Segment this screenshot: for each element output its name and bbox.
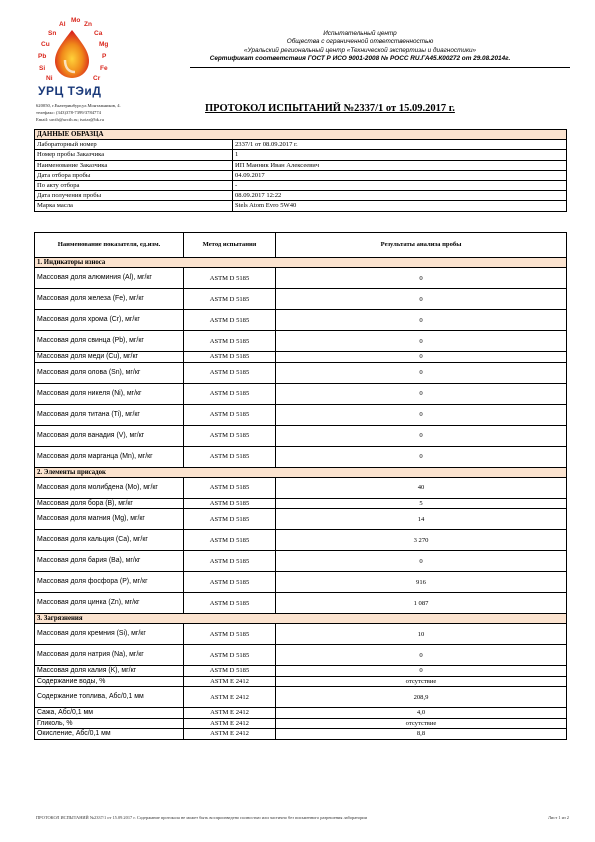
logo-text: УРЦ ТЭиД	[38, 84, 102, 98]
test-method: ASTM D 5185	[184, 446, 276, 467]
test-method: ASTM D 5185	[184, 593, 276, 614]
result-row	[35, 289, 567, 310]
sample-key: Марка масла	[35, 201, 233, 211]
result-value: 0	[276, 383, 567, 404]
result-value: 4,0	[276, 708, 567, 719]
result-row	[35, 666, 567, 677]
result-row	[35, 676, 567, 687]
indicator-name: Массовая доля фосфора (P), мг/кг	[35, 572, 184, 593]
test-method: ASTM E 2412	[184, 708, 276, 719]
result-value: 0	[276, 666, 567, 677]
sample-row	[35, 180, 567, 190]
result-row	[35, 708, 567, 719]
section-title: 1. Индикаторы износа	[35, 258, 567, 268]
svg-text:Mo: Mo	[71, 17, 81, 24]
phone: телефакс: (343)378-7399/3784774	[36, 110, 101, 116]
svg-text:P: P	[102, 53, 107, 60]
sample-row	[35, 140, 567, 150]
col-result-header: Результаты анализа пробы	[276, 233, 567, 258]
result-value: 0	[276, 268, 567, 289]
protocol-title: ПРОТОКОЛ ИСПЫТАНИЙ №2337/1 от 15.09.2017 г.	[205, 103, 455, 114]
sample-key: Лабораторный номер	[35, 140, 233, 150]
sample-key: Номер пробы Заказчика	[35, 150, 233, 160]
result-row	[35, 352, 567, 363]
indicator-name: Массовая доля меди (Cu), мг/кг	[35, 352, 184, 363]
sample-key: Дата получения пробы	[35, 191, 233, 201]
indicator-name: Массовая доля кремния (Si), мг/кг	[35, 624, 184, 645]
sample-data-table	[34, 129, 567, 212]
indicator-name: Массовая доля магния (Mg), мг/кг	[35, 509, 184, 530]
result-value: 0	[276, 645, 567, 666]
sample-heading-row	[35, 130, 567, 140]
test-method: ASTM E 2412	[184, 687, 276, 708]
result-row	[35, 530, 567, 551]
result-value: 0	[276, 404, 567, 425]
result-value: 916	[276, 572, 567, 593]
organization-header	[150, 30, 570, 64]
result-value: 40	[276, 477, 567, 498]
test-method: ASTM D 5185	[184, 666, 276, 677]
test-method: ASTM D 5185	[184, 362, 276, 383]
sample-value: 2337/1 от 08.09.2017 г.	[233, 140, 567, 150]
indicator-name: Массовая доля ванадия (V), мг/кг	[35, 425, 184, 446]
indicator-name: Массовая доля хрома (Cr), мг/кг	[35, 310, 184, 331]
result-value: 1 087	[276, 593, 567, 614]
indicator-name: Массовая доля железа (Fe), мг/кг	[35, 289, 184, 310]
svg-text:Mg: Mg	[99, 41, 109, 48]
section-title: 2. Элементы присадок	[35, 467, 567, 477]
result-value: 0	[276, 289, 567, 310]
test-method: ASTM D 5185	[184, 268, 276, 289]
section-row	[35, 467, 567, 477]
header-line-2: Общества с ограниченной ответственностью	[286, 38, 434, 46]
results-table	[34, 232, 567, 740]
address: 620050, г.Екатеринбург,ул.Монтажников, 4.	[36, 103, 121, 108]
indicator-name: Окисление, Абс/0,1 мм	[35, 729, 184, 740]
footer-text: ПРОТОКОЛ ИСПЫТАНИЙ №2337/1 от 15.09.2017 г. Содержание протокола не может быть воспроизведено полностью или частично без письменного разрешения лаборатории	[36, 815, 368, 820]
test-method: ASTM E 2412	[184, 718, 276, 729]
result-value: 0	[276, 352, 567, 363]
test-method: ASTM D 5185	[184, 383, 276, 404]
test-method: ASTM D 5185	[184, 289, 276, 310]
test-method: ASTM D 5185	[184, 530, 276, 551]
svg-text:Cu: Cu	[41, 41, 50, 48]
result-row	[35, 331, 567, 352]
result-value: 208,9	[276, 687, 567, 708]
contacts-block	[36, 102, 121, 124]
result-row	[35, 645, 567, 666]
sample-value: -	[233, 180, 567, 190]
sample-key: По акту отбора	[35, 180, 233, 190]
sample-key: Дата отбора пробы	[35, 170, 233, 180]
indicator-name: Массовая доля калия (K), мг/кг	[35, 666, 184, 677]
result-row	[35, 729, 567, 740]
test-method: ASTM E 2412	[184, 676, 276, 687]
test-method: ASTM E 2412	[184, 729, 276, 740]
sample-heading: ДАННЫЕ ОБРАЗЦА	[35, 130, 567, 140]
result-value: отсутствие	[276, 718, 567, 729]
indicator-name: Массовая доля молибдена (Mo), мг/кг	[35, 477, 184, 498]
indicator-name: Массовая доля алюминия (Al), мг/кг	[35, 268, 184, 289]
sample-row	[35, 150, 567, 160]
indicator-name: Массовая доля бария (Ba), мг/кг	[35, 551, 184, 572]
page-number: Лист 1 из 2	[548, 815, 569, 820]
indicator-name: Массовая доля кальция (Ca), мг/кг	[35, 530, 184, 551]
test-method: ASTM D 5185	[184, 310, 276, 331]
result-row	[35, 383, 567, 404]
result-value: 0	[276, 310, 567, 331]
test-method: ASTM D 5185	[184, 624, 276, 645]
indicator-name: Массовая доля никеля (Ni), мг/кг	[35, 383, 184, 404]
result-value: 0	[276, 362, 567, 383]
result-row	[35, 446, 567, 467]
result-value: 5	[276, 498, 567, 509]
sample-value: 04.09.2017	[233, 170, 567, 180]
test-method: ASTM D 5185	[184, 551, 276, 572]
col-method-header: Метод испытания	[184, 233, 276, 258]
result-row	[35, 310, 567, 331]
svg-text:Ca: Ca	[94, 30, 103, 37]
section-row	[35, 614, 567, 624]
result-row	[35, 687, 567, 708]
svg-text:Cr: Cr	[93, 75, 101, 82]
header-line-3: «Уральский региональный центр «Технической экспертизы и диагностики»	[243, 46, 477, 54]
svg-text:Zn: Zn	[84, 21, 92, 28]
indicator-name: Содержание топлива, Абс/0,1 мм	[35, 687, 184, 708]
result-row	[35, 268, 567, 289]
result-row	[35, 477, 567, 498]
sample-row	[35, 170, 567, 180]
test-method: ASTM D 5185	[184, 477, 276, 498]
email: Email: urcth@urcth.ru; tsotar@bk.ru	[36, 117, 104, 123]
result-value: 0	[276, 425, 567, 446]
result-row	[35, 404, 567, 425]
result-value: 14	[276, 509, 567, 530]
sample-key: Наименование Заказчика	[35, 160, 233, 170]
indicator-name: Массовая доля олова (Sn), мг/кг	[35, 362, 184, 383]
certificate-line: Сертификат соответствия ГОСТ Р ИСО 9001-2008 № РОСС RU.ГА45.К00272 от 29.08.2014г.	[209, 55, 511, 63]
indicator-name: Массовая доля натрия (Na), мг/кг	[35, 645, 184, 666]
sample-value: Stels Atom Evro 5W40	[233, 201, 567, 211]
result-value: 0	[276, 331, 567, 352]
result-row	[35, 362, 567, 383]
result-value: 0	[276, 551, 567, 572]
indicator-name: Массовая доля свинца (Pb), мг/кг	[35, 331, 184, 352]
indicator-name: Массовая доля цинка (Zn), мг/кг	[35, 593, 184, 614]
svg-text:Fe: Fe	[100, 65, 108, 72]
svg-text:Sn: Sn	[48, 30, 57, 37]
result-value: 8,8	[276, 729, 567, 740]
result-value: 3 270	[276, 530, 567, 551]
result-row	[35, 551, 567, 572]
indicator-name: Массовая доля титана (Ti), мг/кг	[35, 404, 184, 425]
test-method: ASTM D 5185	[184, 572, 276, 593]
indicator-name: Массовая доля марганца (Mn), мг/кг	[35, 446, 184, 467]
indicator-name: Массовая доля бора (B), мг/кг	[35, 498, 184, 509]
header-divider	[190, 67, 570, 68]
result-row	[35, 509, 567, 530]
sample-row	[35, 160, 567, 170]
result-row	[35, 425, 567, 446]
svg-text:Pb: Pb	[38, 53, 47, 60]
result-row	[35, 718, 567, 729]
results-header-row	[35, 233, 567, 258]
result-value: отсутствие	[276, 676, 567, 687]
indicator-name: Содержание воды, %	[35, 676, 184, 687]
indicator-name: Гликоль, %	[35, 718, 184, 729]
result-row	[35, 624, 567, 645]
page-footer	[36, 815, 569, 820]
result-row	[35, 572, 567, 593]
svg-text:Si: Si	[39, 65, 46, 72]
result-row	[35, 593, 567, 614]
sample-value: 08.09.2017 12:22	[233, 191, 567, 201]
test-method: ASTM D 5185	[184, 645, 276, 666]
svg-text:Al: Al	[59, 21, 66, 28]
section-title: 3. Загрязнения	[35, 614, 567, 624]
test-method: ASTM D 5185	[184, 425, 276, 446]
test-method: ASTM D 5185	[184, 509, 276, 530]
header-line-1: Испытательный центр	[323, 30, 397, 37]
sample-row	[35, 201, 567, 211]
result-value: 0	[276, 446, 567, 467]
sample-row	[35, 191, 567, 201]
section-row	[35, 258, 567, 268]
svg-text:Ni: Ni	[46, 75, 53, 82]
sample-value: 1	[233, 150, 567, 160]
result-value: 10	[276, 624, 567, 645]
test-method: ASTM D 5185	[184, 498, 276, 509]
sample-value: ИП Манник Иван Алексеевич	[233, 160, 567, 170]
test-method: ASTM D 5185	[184, 352, 276, 363]
test-method: ASTM D 5185	[184, 331, 276, 352]
indicator-name: Сажа, Абс/0,1 мм	[35, 708, 184, 719]
col-name-header: Наименование показателя, ед.изм.	[35, 233, 184, 258]
result-row	[35, 498, 567, 509]
test-method: ASTM D 5185	[184, 404, 276, 425]
